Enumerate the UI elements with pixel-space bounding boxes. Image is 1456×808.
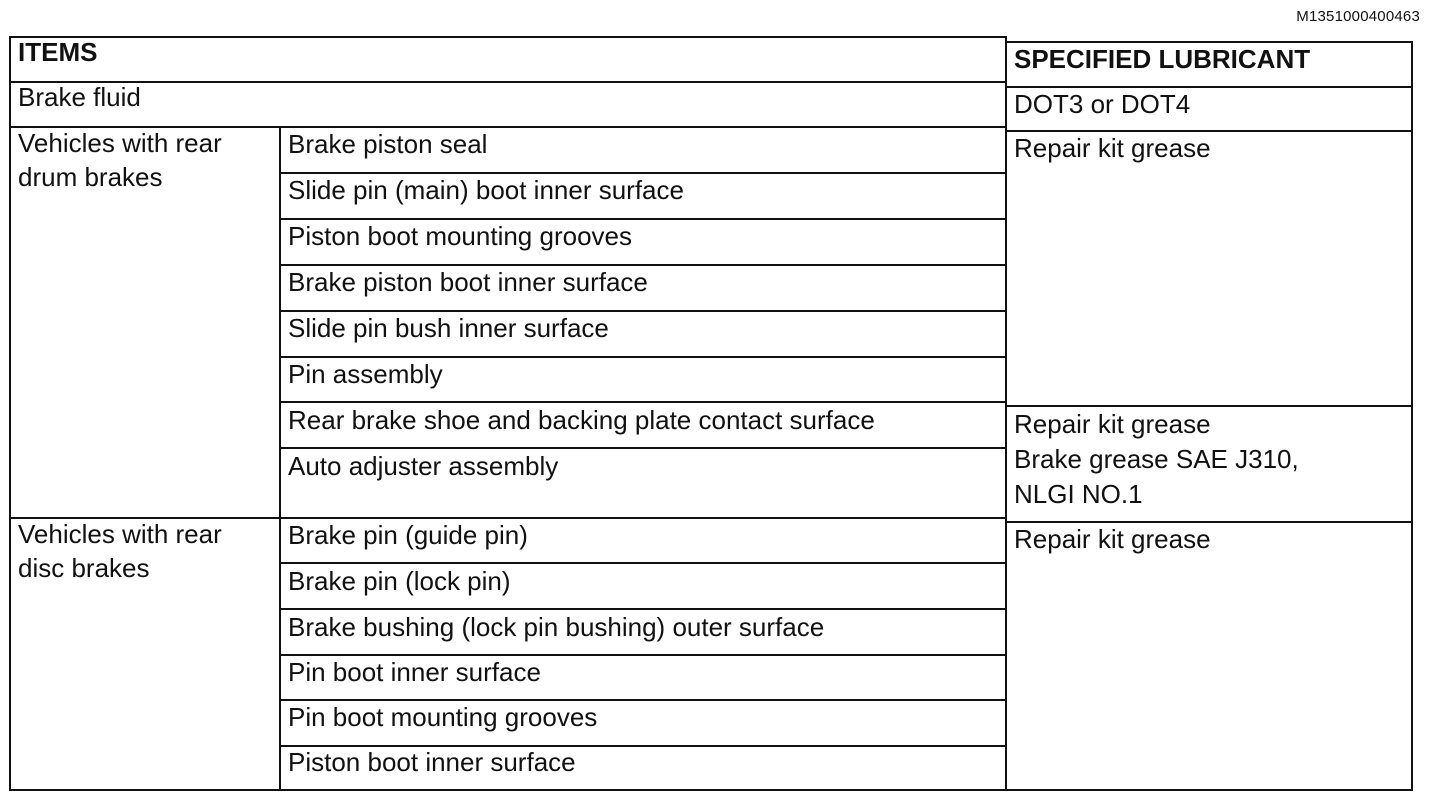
drum-lubricant-b: NLGI NO.1 — [1014, 479, 1143, 509]
header-items: ITEMS — [18, 37, 98, 67]
drum-group-label: drum brakes — [18, 162, 163, 192]
drum-lubricant-b: Brake grease SAE J310, — [1014, 444, 1299, 474]
table-row-item: Piston boot mounting grooves — [288, 221, 632, 251]
table-border-bottom — [9, 789, 1413, 791]
table-row-item: Auto adjuster assembly — [288, 451, 559, 481]
disc-group-label: Vehicles with rear — [18, 519, 222, 549]
drum-lubricant-b: Repair kit grease — [1014, 409, 1211, 439]
table-border-left — [9, 36, 11, 791]
table-row-item: Pin boot mounting grooves — [288, 702, 598, 732]
table-row-item: Pin boot inner surface — [288, 657, 541, 687]
table-row-item: Piston boot inner surface — [288, 747, 576, 777]
table-row-item: Slide pin (main) boot inner surface — [288, 175, 684, 205]
table-row-item: Rear brake shoe and backing plate contact surface — [288, 405, 875, 435]
brake-fluid-item: Brake fluid — [18, 82, 141, 112]
column-divider-group-item — [279, 128, 281, 791]
drum-group-label: Vehicles with rear — [18, 128, 222, 158]
table-row-item: Brake pin (guide pin) — [288, 520, 528, 550]
table-border-top — [9, 36, 1006, 38]
table-row-item: Brake bushing (lock pin bushing) outer surface — [288, 612, 825, 642]
table-row-item: Brake piston boot inner surface — [288, 267, 648, 297]
header-divider-left — [9, 81, 1006, 83]
table-row-item: Slide pin bush inner surface — [288, 313, 609, 343]
header-specified-lubricant: SPECIFIED LUBRICANT — [1014, 44, 1311, 74]
table-row-item: Brake piston seal — [288, 129, 488, 159]
brake-fluid-lubricant: DOT3 or DOT4 — [1014, 89, 1191, 119]
disc-group-label: disc brakes — [18, 553, 150, 583]
table-border-right — [1411, 41, 1413, 791]
drum-lubricant-a: Repair kit grease — [1014, 133, 1211, 163]
table-row-item: Pin assembly — [288, 359, 443, 389]
table-row-item: Brake pin (lock pin) — [288, 566, 511, 596]
disc-lubricant: Repair kit grease — [1014, 524, 1211, 554]
column-divider-items-lubricant — [1005, 36, 1007, 791]
document-code: M1351000400463 — [1296, 8, 1420, 25]
